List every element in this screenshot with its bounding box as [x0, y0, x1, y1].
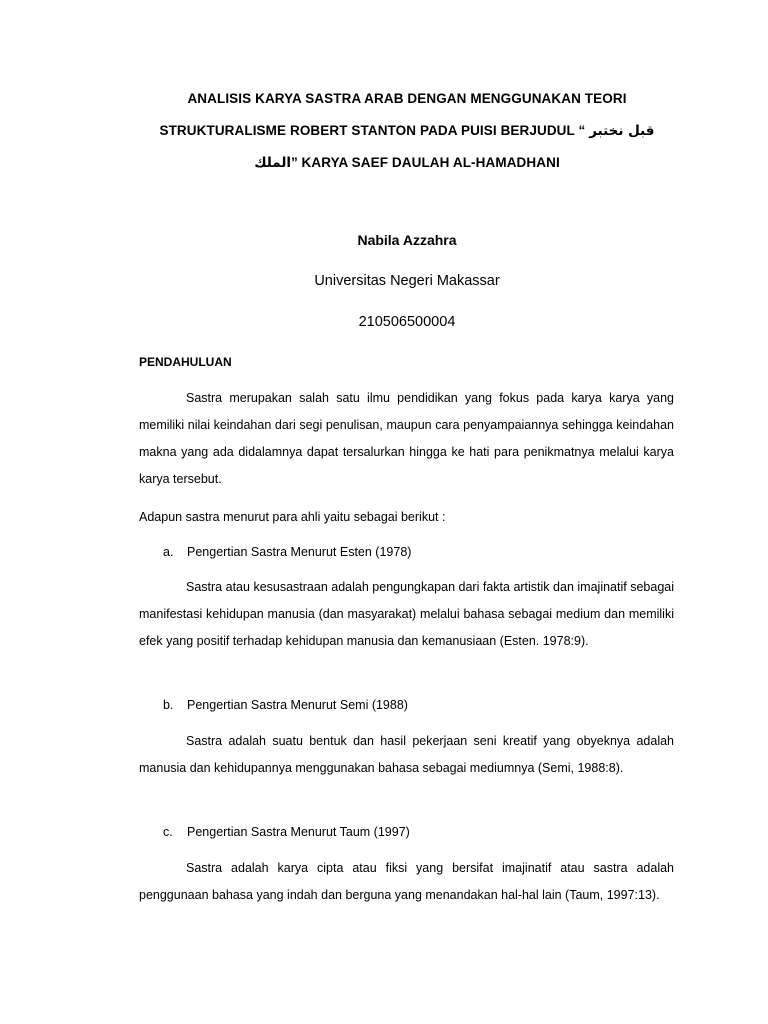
university-name: Universitas Negeri Makassar [314, 273, 500, 289]
paragraph-experts-intro: Adapun sastra menurut para ahli yaitu sebagai berikut : [139, 510, 446, 524]
list-item-label: Pengertian Sastra Menurut Semi (1988) [187, 698, 408, 712]
title-arabic-text-1: قبل نختبر [589, 123, 655, 139]
list-item-c [139, 819, 674, 846]
title-line-3-text: ” KARYA SAEF DAULAH AL-HAMADHANI [291, 155, 560, 170]
paragraph-intro: Sastra merupakan salah satu ilmu pendidikan yang fokus pada karya karya yang memiliki nilai keindahan dari segi penulisan, maupun cara penyampaiannya sehingga keindahan makna yang ada didalamnya dapat tersalurkan hingga ke hati para penikmatnya melalui karya karya tersebut. [139, 391, 674, 486]
list-marker: b. [163, 698, 174, 712]
student-id: 210506500004 [358, 314, 456, 330]
list-marker: c. [163, 825, 173, 839]
list-item-label: Pengertian Sastra Menurut Taum (1997) [187, 825, 410, 839]
paragraph-definition-semi: Sastra adalah suatu bentuk dan hasil pekerjaan seni kreatif yang obyeknya adalah manusia dan kehidupannya menggunakan bahasa sebagai mediumnya (Semi, 1988:8). [139, 734, 674, 775]
list-marker: a. [163, 545, 174, 559]
list-item-label: Pengertian Sastra Menurut Esten (1978) [187, 545, 412, 559]
title-line-2 [100, 115, 714, 147]
section-heading: PENDAHULUAN [139, 355, 232, 369]
list-item-a [139, 539, 674, 566]
title-line-2-text: STRUKTURALISME ROBERT STANTON PADA PUISI BERJUDUL “ [159, 123, 590, 138]
title-line-3 [100, 147, 714, 179]
document-title [100, 83, 714, 179]
paragraph-definition-taum: Sastra adalah karya cipta atau fiksi yang bersifat imajinatif atau sastra adalah penggunaan bahasa yang indah dan berguna yang menandakan hal-hal lain (Taum, 1997:13). [139, 861, 674, 902]
title-line-1: ANALISIS KARYA SASTRA ARAB DENGAN MENGGUNAKAN TEORI [187, 91, 627, 106]
paragraph-definition-esten: Sastra atau kesusastraan adalah pengungkapan dari fakta artistik dan imajinatif sebagai manifestasi kehidupan manusia (dan masyarakat) melalui bahasa sebagai medium dan memiliki efek yang positif terhadap kehidupan manusia dan kemanusiaan (Esten. 1978:9). [139, 580, 674, 648]
list-item-b [139, 692, 674, 719]
author-name: Nabila Azzahra [357, 232, 457, 248]
title-arabic-text-2: الملك [254, 155, 292, 171]
